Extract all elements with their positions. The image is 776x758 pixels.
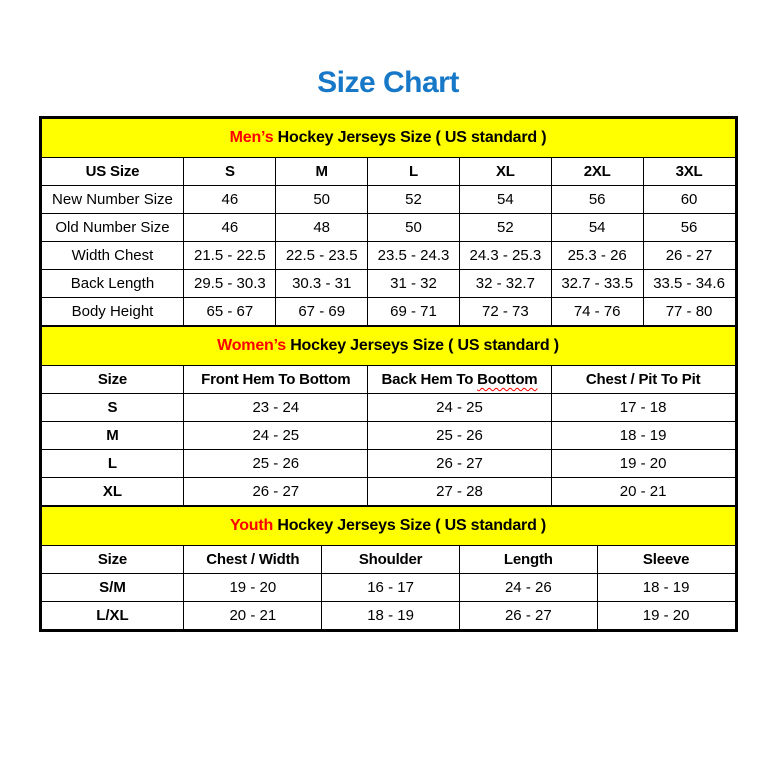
youth-section-accent: Youth bbox=[229, 517, 274, 534]
table-cell: 24 - 26 bbox=[459, 574, 597, 602]
col-header: Shoulder bbox=[322, 546, 460, 574]
mens-section-header bbox=[41, 119, 735, 158]
table-cell: 17 - 18 bbox=[551, 394, 735, 422]
table-cell: 20 - 21 bbox=[551, 478, 735, 506]
youth-column-header-row bbox=[41, 546, 735, 574]
table-cell: 26 - 27 bbox=[184, 478, 368, 506]
table-cell: 26 - 27 bbox=[368, 450, 552, 478]
table-cell: 32.7 - 33.5 bbox=[551, 270, 643, 298]
col-header-text: Back Hem To bbox=[381, 371, 478, 388]
row-label: S/M bbox=[41, 574, 184, 602]
table-row bbox=[41, 394, 735, 422]
table-cell: 24 - 25 bbox=[368, 394, 552, 422]
table-cell: 77 - 80 bbox=[643, 298, 735, 326]
table-cell: 25 - 26 bbox=[184, 450, 368, 478]
table-cell: 72 - 73 bbox=[459, 298, 551, 326]
table-cell: 50 bbox=[276, 186, 368, 214]
row-label: XL bbox=[41, 478, 184, 506]
table-cell: 46 bbox=[184, 186, 276, 214]
table-cell: 52 bbox=[368, 186, 460, 214]
col-header: L bbox=[368, 158, 460, 186]
mens-section-title: Hockey Jerseys Size ( US standard ) bbox=[273, 129, 547, 146]
row-label: Width Chest bbox=[41, 242, 184, 270]
table-row bbox=[41, 422, 735, 450]
row-label: Body Height bbox=[41, 298, 184, 326]
table-row bbox=[41, 242, 735, 270]
row-label: L/XL bbox=[41, 602, 184, 630]
table-cell: 67 - 69 bbox=[276, 298, 368, 326]
row-label: L bbox=[41, 450, 184, 478]
table-row bbox=[41, 574, 735, 602]
table-cell: 16 - 17 bbox=[322, 574, 460, 602]
col-header: M bbox=[276, 158, 368, 186]
col-header: Front Hem To Bottom bbox=[184, 366, 368, 394]
table-row bbox=[41, 478, 735, 506]
col-header: XL bbox=[459, 158, 551, 186]
table-row bbox=[41, 602, 735, 630]
table-cell: 24 - 25 bbox=[184, 422, 368, 450]
page-title: Size Chart bbox=[317, 66, 459, 99]
mens-size-table bbox=[41, 118, 736, 326]
table-cell: 30.3 - 31 bbox=[276, 270, 368, 298]
table-cell: 54 bbox=[459, 186, 551, 214]
youth-size-table bbox=[41, 506, 736, 630]
table-cell: 25.3 - 26 bbox=[551, 242, 643, 270]
table-row bbox=[41, 270, 735, 298]
table-cell: 74 - 76 bbox=[551, 298, 643, 326]
table-cell: 69 - 71 bbox=[368, 298, 460, 326]
table-cell: 23.5 - 24.3 bbox=[368, 242, 460, 270]
table-cell: 18 - 19 bbox=[597, 574, 735, 602]
table-cell: 19 - 20 bbox=[551, 450, 735, 478]
table-cell: 32 - 32.7 bbox=[459, 270, 551, 298]
table-cell: 26 - 27 bbox=[459, 602, 597, 630]
col-header-misspelled bbox=[368, 366, 552, 394]
size-chart bbox=[39, 116, 738, 632]
col-header: S bbox=[184, 158, 276, 186]
table-cell: 56 bbox=[551, 186, 643, 214]
col-header: Chest / Width bbox=[184, 546, 322, 574]
table-cell: 33.5 - 34.6 bbox=[643, 270, 735, 298]
table-cell: 31 - 32 bbox=[368, 270, 460, 298]
table-cell: 56 bbox=[643, 214, 735, 242]
col-header: US Size bbox=[41, 158, 184, 186]
mens-section-accent: Men’s bbox=[229, 129, 274, 146]
womens-size-table bbox=[41, 326, 736, 506]
table-cell: 60 bbox=[643, 186, 735, 214]
table-row bbox=[41, 298, 735, 326]
col-header: Size bbox=[41, 546, 184, 574]
table-cell: 65 - 67 bbox=[184, 298, 276, 326]
youth-section-title: Hockey Jerseys Size ( US standard ) bbox=[273, 517, 547, 534]
row-label: M bbox=[41, 422, 184, 450]
mens-section-header-row bbox=[41, 119, 735, 158]
womens-section-header-row bbox=[41, 327, 735, 366]
womens-section-title: Hockey Jerseys Size ( US standard ) bbox=[285, 337, 559, 354]
youth-section-header-row bbox=[41, 507, 735, 546]
table-cell: 20 - 21 bbox=[184, 602, 322, 630]
table-cell: 27 - 28 bbox=[368, 478, 552, 506]
table-cell: 29.5 - 30.3 bbox=[184, 270, 276, 298]
table-cell: 19 - 20 bbox=[184, 574, 322, 602]
table-cell: 52 bbox=[459, 214, 551, 242]
table-cell: 54 bbox=[551, 214, 643, 242]
row-label: Old Number Size bbox=[41, 214, 184, 242]
table-row bbox=[41, 214, 735, 242]
col-header: 3XL bbox=[643, 158, 735, 186]
table-cell: 46 bbox=[184, 214, 276, 242]
row-label: S bbox=[41, 394, 184, 422]
womens-section-header bbox=[41, 327, 735, 366]
womens-section-accent: Women’s bbox=[217, 337, 286, 354]
womens-column-header-row bbox=[41, 366, 735, 394]
table-row bbox=[41, 186, 735, 214]
row-label: New Number Size bbox=[41, 186, 184, 214]
col-header: Length bbox=[459, 546, 597, 574]
table-cell: 25 - 26 bbox=[368, 422, 552, 450]
col-header: Sleeve bbox=[597, 546, 735, 574]
col-header: Size bbox=[41, 366, 184, 394]
youth-section-header bbox=[41, 507, 735, 546]
table-cell: 48 bbox=[276, 214, 368, 242]
mens-column-header-row bbox=[41, 158, 735, 186]
table-cell: 24.3 - 25.3 bbox=[459, 242, 551, 270]
table-cell: 23 - 24 bbox=[184, 394, 368, 422]
table-cell: 26 - 27 bbox=[643, 242, 735, 270]
row-label: Back Length bbox=[41, 270, 184, 298]
col-header: Chest / Pit To Pit bbox=[551, 366, 735, 394]
col-header: 2XL bbox=[551, 158, 643, 186]
table-cell: 18 - 19 bbox=[551, 422, 735, 450]
table-cell: 22.5 - 23.5 bbox=[276, 242, 368, 270]
table-row bbox=[41, 450, 735, 478]
spellcheck-squiggle-word: Boottom bbox=[477, 371, 538, 388]
table-cell: 19 - 20 bbox=[597, 602, 735, 630]
table-cell: 50 bbox=[368, 214, 460, 242]
table-cell: 18 - 19 bbox=[322, 602, 460, 630]
table-cell: 21.5 - 22.5 bbox=[184, 242, 276, 270]
